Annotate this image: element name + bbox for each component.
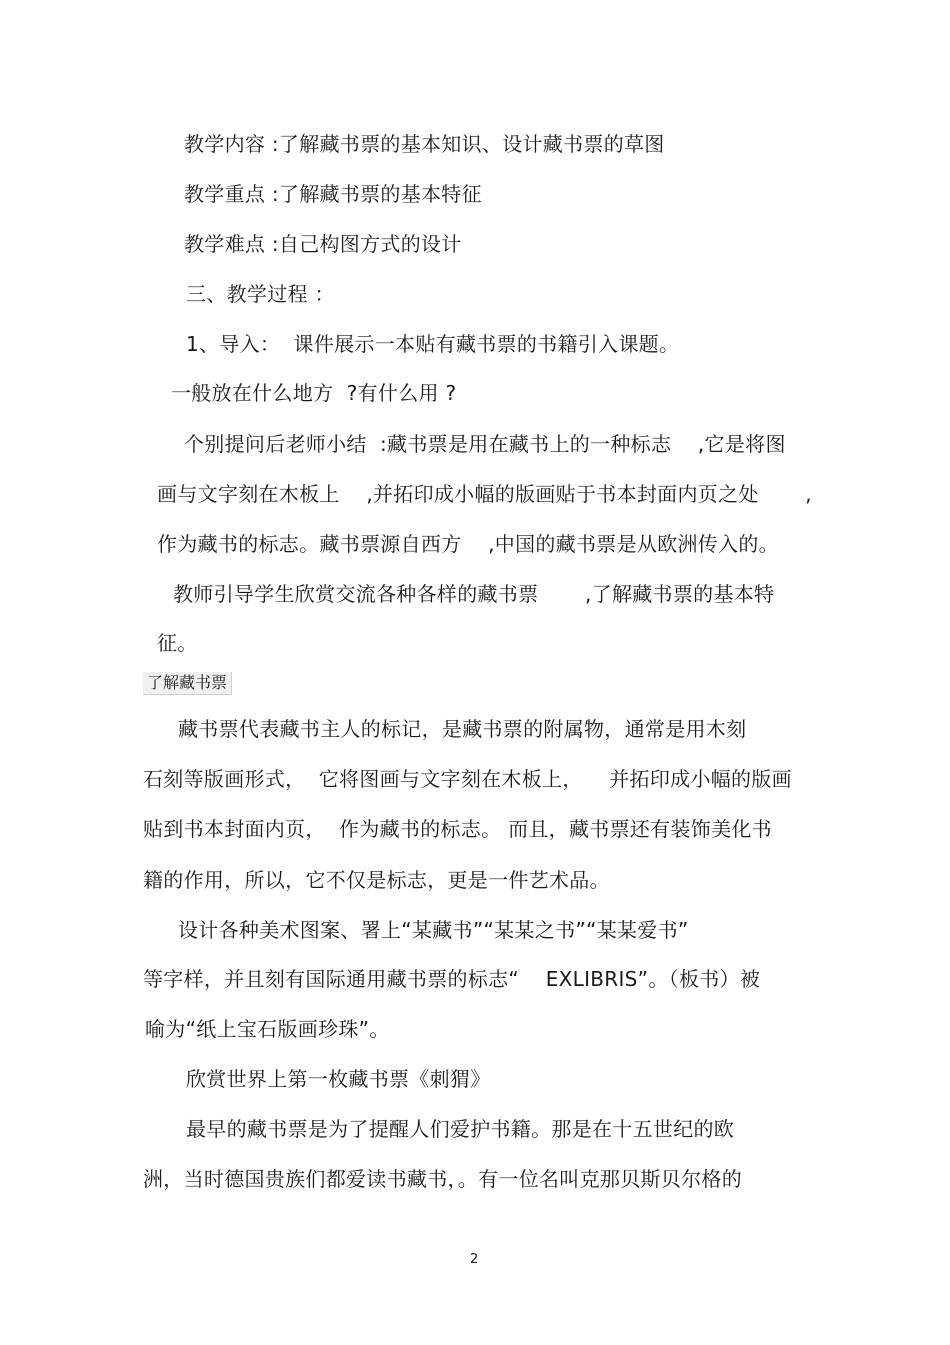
guide-line-1: 教师引导学生欣赏交流各种各样的藏书票 ,了解藏书票的基本特 — [173, 582, 775, 606]
summary-line-2: 画与文字刻在木板上 ,并拓印成小幅的版画贴于书本封面内页之处 , — [157, 482, 812, 506]
design-line-2: 等字样，并且刻有国际通用藏书票的标志“ EXLIBRIS”。（板书）被 — [143, 967, 761, 991]
teaching-process-heading: 三、教学过程 ： — [186, 282, 335, 306]
description-line-2: 石刻等版画形式， 它将图画与文字刻在木板上， 并拓印成小幅的版画 — [143, 767, 792, 791]
teaching-focus-line: 教学重点 :了解藏书票的基本特征 — [184, 182, 482, 206]
summary-line-1: 个别提问后老师小结 :藏书票是用在藏书上的一种标志 ,它是将图 — [184, 432, 786, 456]
description-line-3: 贴到书本封面内页， 作为藏书的标志。 而且，藏书票还有装饰美化书 — [143, 817, 772, 841]
guide-line-2: 征。 — [157, 631, 198, 655]
section-tag: 了解藏书票 — [143, 672, 232, 695]
page-number: 2 — [470, 1252, 479, 1267]
description-line-4: 籍的作用，所以，它不仅是标志，更是一件艺术品。 — [143, 868, 610, 892]
history-line-1: 最早的藏书票是为了提醒人们爱护书籍。那是在十五世纪的欧 — [186, 1117, 735, 1141]
appreciation-line: 欣赏世界上第一枚藏书票《刺猬》 — [186, 1067, 491, 1091]
description-line-1: 藏书票代表藏书主人的标记，是藏书票的附属物，通常是用木刻 — [178, 717, 747, 741]
summary-line-3: 作为藏书的标志。藏书票源自西方 ,中国的藏书票是从欧洲传入的。 — [157, 532, 779, 556]
history-line-2: 洲，当时德国贵族们都爱读书藏书，。有一位名叫克那贝斯贝尔格的 — [143, 1167, 742, 1191]
design-line-1: 设计各种美术图案、署上“某藏书”“某某之书”“某某爱书” — [178, 918, 689, 942]
question-line: 一般放在什么地方 ?有什么用 ? — [171, 381, 457, 405]
introduction-line: 1、导入： 课件展示一本贴有藏书票的书籍引入课题。 — [186, 332, 680, 356]
teaching-difficulty-line: 教学难点 :自己构图方式的设计 — [184, 232, 462, 256]
design-line-3: 喻为“纸上宝石版画珍珠”。 — [145, 1017, 390, 1041]
teaching-content-line: 教学内容 :了解藏书票的基本知识、设计藏书票的草图 — [184, 132, 665, 156]
